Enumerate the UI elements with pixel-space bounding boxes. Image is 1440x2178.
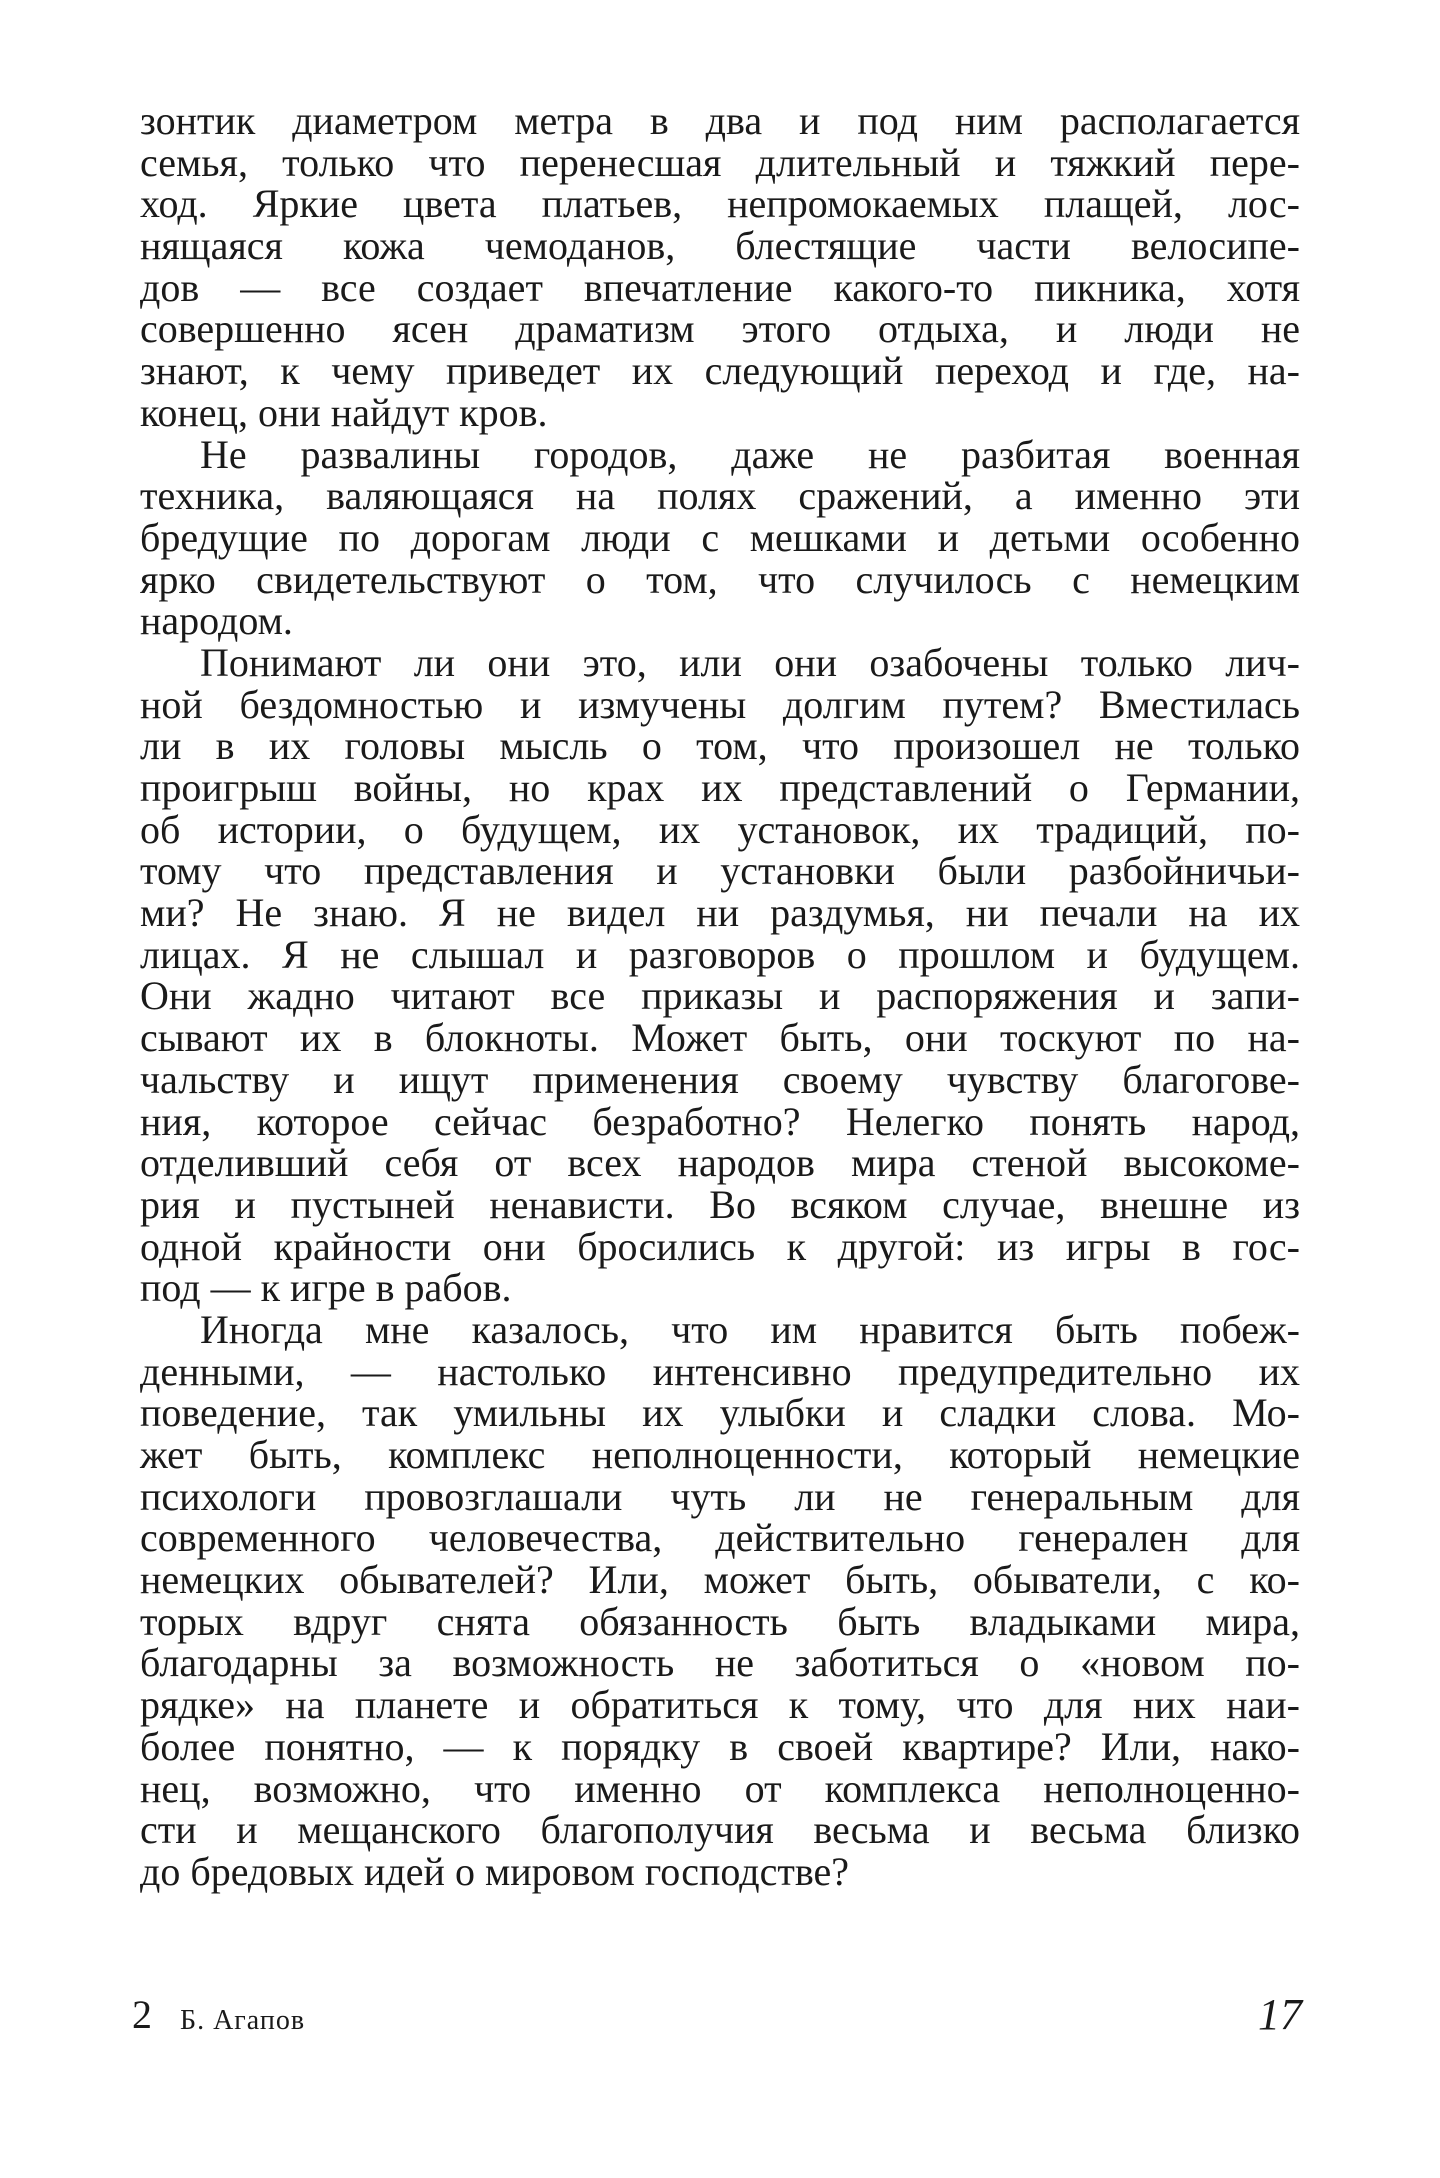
- text-line: зонтик диаметром метра в два и под ним располагается: [140, 98, 1300, 143]
- text-line: об истории, о будущем, их установок, их традиций, по-: [140, 806, 1300, 852]
- text-line: до бредовых идей о мировом господстве?: [140, 1848, 850, 1894]
- text-line: Не развалины городов, даже не разбитая военная: [200, 431, 1300, 477]
- page-number: 17: [1258, 1990, 1302, 2039]
- signature-author: Б. Агапов: [180, 2005, 306, 2036]
- text-line: ми? Не знаю. Я не видел ни раздумья, ни печали на их: [140, 890, 1300, 936]
- text-line: рия и пустыней ненависти. Во всяком случае, внешне из: [140, 1181, 1300, 1227]
- text-line: отделивший себя от всех народов мира стеной высокоме-: [140, 1140, 1300, 1186]
- text-line: тому что представления и установки были разбойничьи-: [140, 848, 1300, 894]
- signature-mark: 2: [132, 1992, 152, 2037]
- paragraph-2: [140, 431, 1300, 644]
- text-line: дов — все создает впечатление какого-то пикника, хотя: [140, 264, 1300, 310]
- text-line: проигрыш войны, но крах их представлений о Германии,: [140, 765, 1300, 810]
- text-line: Иногда мне казалось, что им нравится быть побеж-: [200, 1306, 1300, 1352]
- text-line: нец, возможно, что именно от комплекса неполноценно-: [140, 1765, 1300, 1811]
- text-line: ярко свидетельствуют о том, что случилось с немецким: [140, 556, 1300, 602]
- text-line: ли в их головы мысль о том, что произошел не только: [140, 723, 1300, 769]
- body-text: [140, 100, 1300, 1893]
- text-line: знают, к чему приведет их следующий переход и где, на-: [140, 348, 1300, 394]
- text-line: Понимают ли они это, или они озабочены только лич-: [200, 639, 1300, 685]
- text-line: чальству и ищут применения своему чувству благогове-: [140, 1056, 1300, 1102]
- text-line: конец, они найдут кров.: [140, 389, 548, 435]
- text-line: сывают их в блокноты. Может быть, они тоскуют по на-: [140, 1015, 1300, 1061]
- text-line: сти и мещанского благополучия весьма и весьма близко: [140, 1807, 1300, 1853]
- text-line: более понятно, — к порядку в своей квартире? Или, нако-: [140, 1723, 1300, 1769]
- paragraph-3: [140, 639, 1300, 1311]
- text-line: ной бездомностью и измучены долгим путем? Вместилась: [140, 681, 1300, 727]
- text-line: под — к игре в рабов.: [140, 1265, 512, 1311]
- text-line: нящаяся кожа чемоданов, блестящие части велосипе-: [140, 223, 1300, 269]
- text-line: ход. Яркие цвета платьев, непромокаемых плащей, лос-: [140, 181, 1300, 227]
- text-line: торых вдруг снята обязанность быть владыками мира,: [140, 1598, 1300, 1644]
- text-line: рядке» на планете и обратиться к тому, что для них наи-: [140, 1682, 1300, 1728]
- text-line: жет быть, комплекс неполноценности, который немецкие: [140, 1432, 1300, 1477]
- text-line: совершенно ясен драматизм этого отдыха, и люди не: [140, 306, 1300, 352]
- text-line: техника, валяющаяся на полях сражений, а именно эти: [140, 473, 1300, 519]
- text-line: поведение, так умильны их улыбки и сладки слова. Мо-: [140, 1390, 1300, 1436]
- text-line: денными, — настолько интенсивно предупредительно их: [140, 1348, 1300, 1394]
- text-line: одной крайности они бросились к другой: из игры в гос-: [140, 1223, 1300, 1269]
- paragraph-4: [140, 1306, 1300, 1894]
- paragraph-1: [140, 100, 1300, 434]
- text-line: бредущие по дорогам люди с мешками и детьми особенно: [140, 514, 1300, 560]
- text-line: семья, только что перенесшая длительный и тяжкий пере-: [140, 139, 1300, 185]
- text-line: благодарны за возможность не заботиться о «новом по-: [140, 1640, 1300, 1686]
- text-line: народом.: [140, 598, 293, 644]
- text-line: лицах. Я не слышал и разговоров о прошлом и будущем.: [140, 931, 1300, 977]
- text-line: ния, которое сейчас безработно? Нелегко понять народ,: [140, 1098, 1300, 1144]
- text-line: немецких обывателей? Или, может быть, обыватели, с ко-: [140, 1557, 1300, 1603]
- text-line: современного человечества, действительно генерален для: [140, 1515, 1300, 1561]
- text-line: Они жадно читают все приказы и распоряжения и запи-: [140, 973, 1300, 1019]
- text-line: психологи провозглашали чуть ли не генеральным для: [140, 1473, 1300, 1519]
- page-footer: [132, 1985, 1302, 2045]
